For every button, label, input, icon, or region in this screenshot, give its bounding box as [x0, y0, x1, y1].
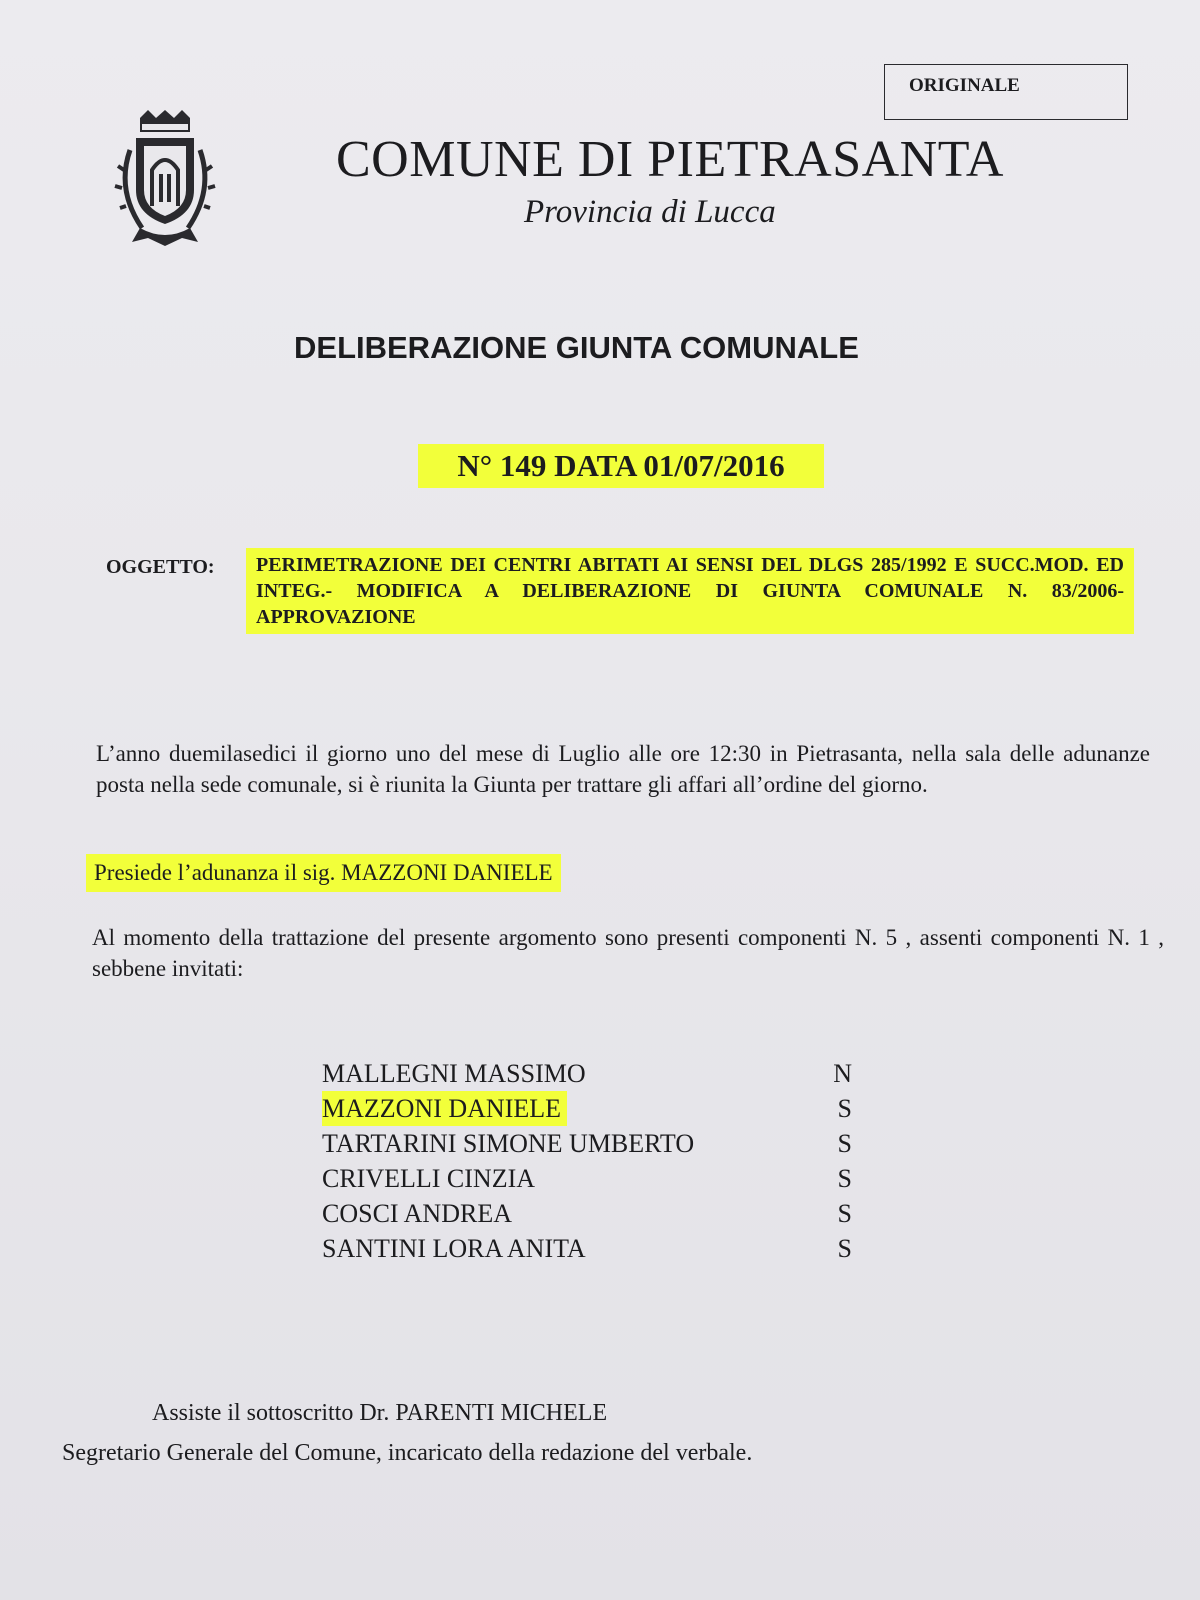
meeting-intro-paragraph: L’anno duemilasedici il giorno uno del mese di Luglio alle ore 12:30 in Pietrasanta, nella sala delle adunanze posta nella sede comunale, si è riunita la Giunta per trattare gli affari all’ordine del giorno.: [96, 741, 1150, 797]
member-name: CRIVELLI CINZIA: [322, 1164, 536, 1193]
subject-label: OGGETTO:: [106, 556, 215, 578]
province-name: Provincia di Lucca: [524, 194, 776, 230]
original-label: ORIGINALE: [909, 75, 1020, 96]
member-presence: S: [837, 1234, 852, 1263]
member-row: [322, 1161, 852, 1196]
member-name: TARTARINI SIMONE UMBERTO: [322, 1129, 695, 1158]
resolution-number-date: N° 149 DATA 01/07/2016: [418, 444, 824, 488]
original-stamp-box: [884, 64, 1128, 120]
member-name: SANTINI LORA ANITA: [322, 1234, 586, 1263]
member-row: [322, 1056, 852, 1091]
town-name: COMUNE DI PIETRASANTA: [336, 131, 1004, 188]
member-name: MALLEGNI MASSIMO: [322, 1059, 586, 1088]
member-row: [322, 1231, 852, 1266]
subject-text: PERIMETRAZIONE DEI CENTRI ABITATI AI SENSI DEL DLGS 285/1992 E SUCC.MOD. ED INTEG.- MODIFICA A DELIBERAZIONE DI GIUNTA COMUNALE N. 83/2006- APPROVAZIONE: [246, 548, 1134, 634]
member-row: [322, 1196, 852, 1231]
member-presence: S: [837, 1129, 852, 1158]
member-presence: S: [837, 1094, 852, 1123]
member-presence: S: [837, 1199, 852, 1228]
member-name: COSCI ANDREA: [322, 1199, 512, 1228]
member-row: [322, 1126, 852, 1161]
attendance-paragraph: Al momento della trattazione del presente argomento sono presenti componenti N. 5 , assenti componenti N. 1 , sebbene invitati:: [92, 925, 1164, 981]
members-list: [322, 1056, 852, 1266]
secretary-role-line: Segretario Generale del Comune, incaricato della redazione del verbale.: [62, 1440, 753, 1466]
member-presence: N: [833, 1059, 852, 1088]
presiding-statement: Presiede l’adunanza il sig. MAZZONI DANIELE: [86, 854, 561, 892]
member-presence: S: [837, 1164, 852, 1193]
assisting-secretary-line: Assiste il sottoscritto Dr. PARENTI MICHELE: [152, 1400, 608, 1426]
member-name: MAZZONI DANIELE: [322, 1091, 567, 1126]
municipal-crest-icon: [112, 110, 218, 250]
document-type-title: DELIBERAZIONE GIUNTA COMUNALE: [294, 330, 859, 365]
member-row: [322, 1091, 852, 1126]
